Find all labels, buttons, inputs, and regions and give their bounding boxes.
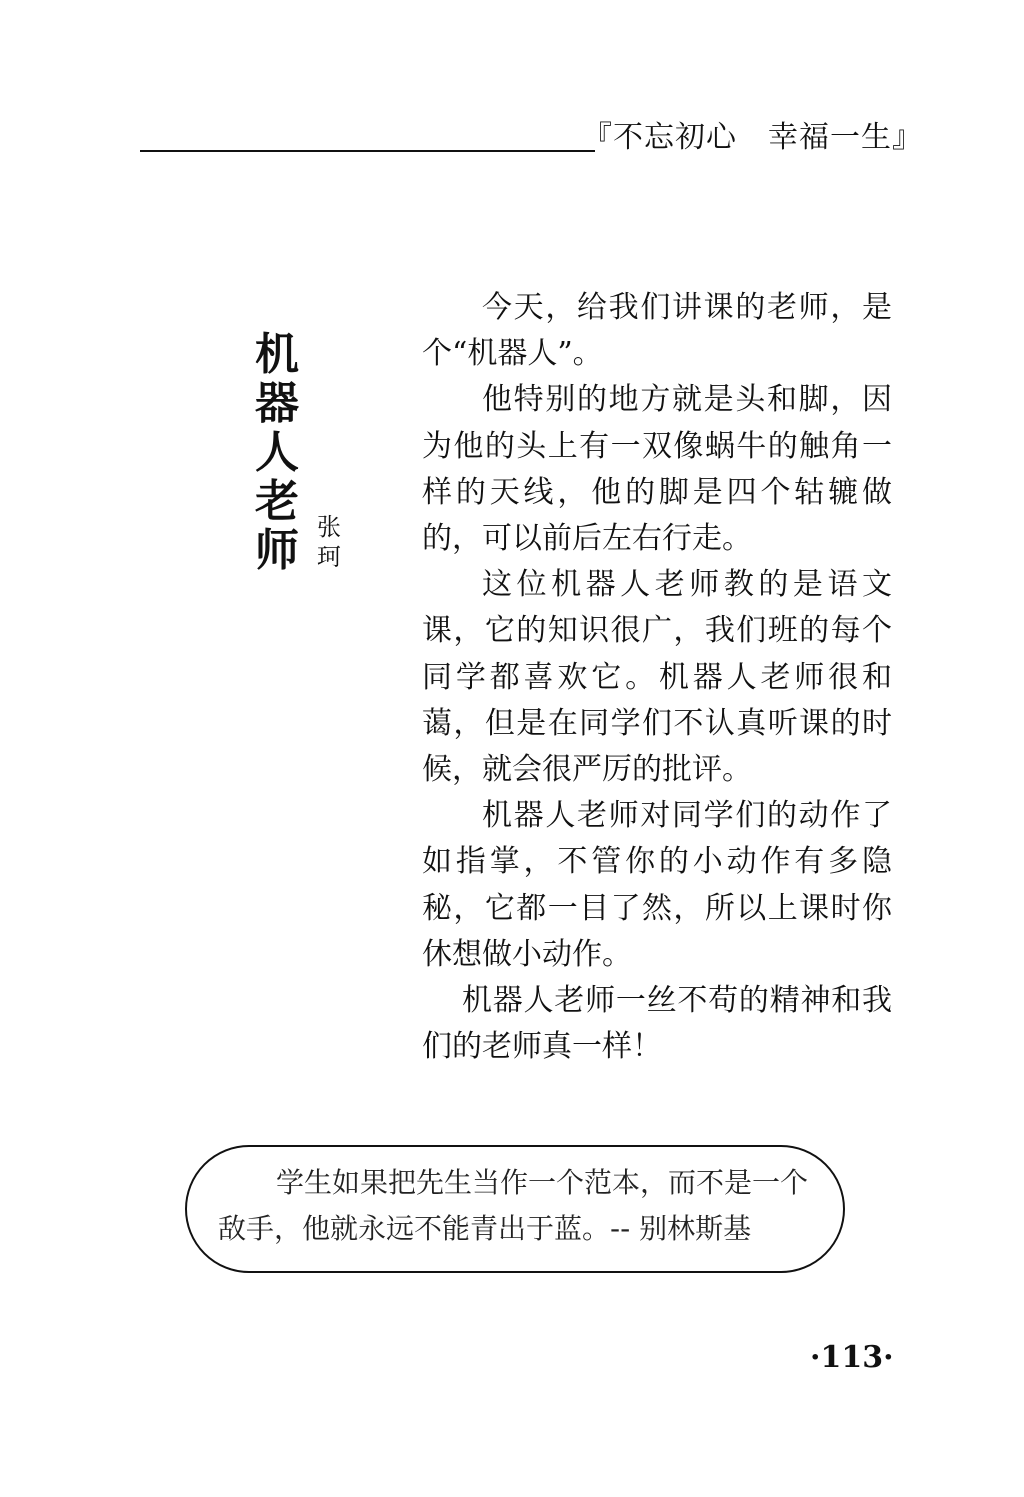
quote-text: 学生如果把先生当作一个范本，而不是一个敌手，他就永远不能青出于蓝。-- 别林斯基	[218, 1166, 809, 1245]
article-body	[422, 285, 892, 1070]
title-char: 老	[255, 476, 299, 527]
paragraph: 今天，给我们讲课的老师，是个“机器人”。	[422, 290, 892, 372]
paragraph: 机器人老师一丝不苟的精神和我们的老师真一样！	[422, 983, 892, 1065]
title-char: 机	[255, 329, 299, 380]
title-char: 师	[255, 525, 299, 576]
header-rule	[140, 150, 595, 152]
quote-block	[218, 1160, 818, 1252]
author-char: 张	[317, 513, 341, 541]
article-author	[313, 512, 345, 572]
title-char: 器	[255, 378, 299, 429]
paragraph: 机器人老师对同学们的动作了如指掌，不管你的小动作有多隐秘，它都一目了然，所以上课时你休想做小动作。	[422, 798, 892, 972]
author-char: 珂	[317, 543, 341, 571]
title-char: 人	[255, 427, 299, 478]
running-header-title: 『不忘初心 幸福一生』	[582, 120, 923, 155]
article-title	[252, 330, 302, 575]
paragraph: 这位机器人老师教的是语文课，它的知识很广，我们班的每个同学都喜欢它。机器人老师很和蔼，但是在同学们不认真听课的时候，就会很严厉的批评。	[422, 567, 892, 788]
paragraph: 他特别的地方就是头和脚，因为他的头上有一双像蜗牛的触角一样的天线，他的脚是四个轱辘做的，可以前后左右行走。	[422, 382, 892, 557]
page-number: ·113·	[810, 1340, 894, 1375]
